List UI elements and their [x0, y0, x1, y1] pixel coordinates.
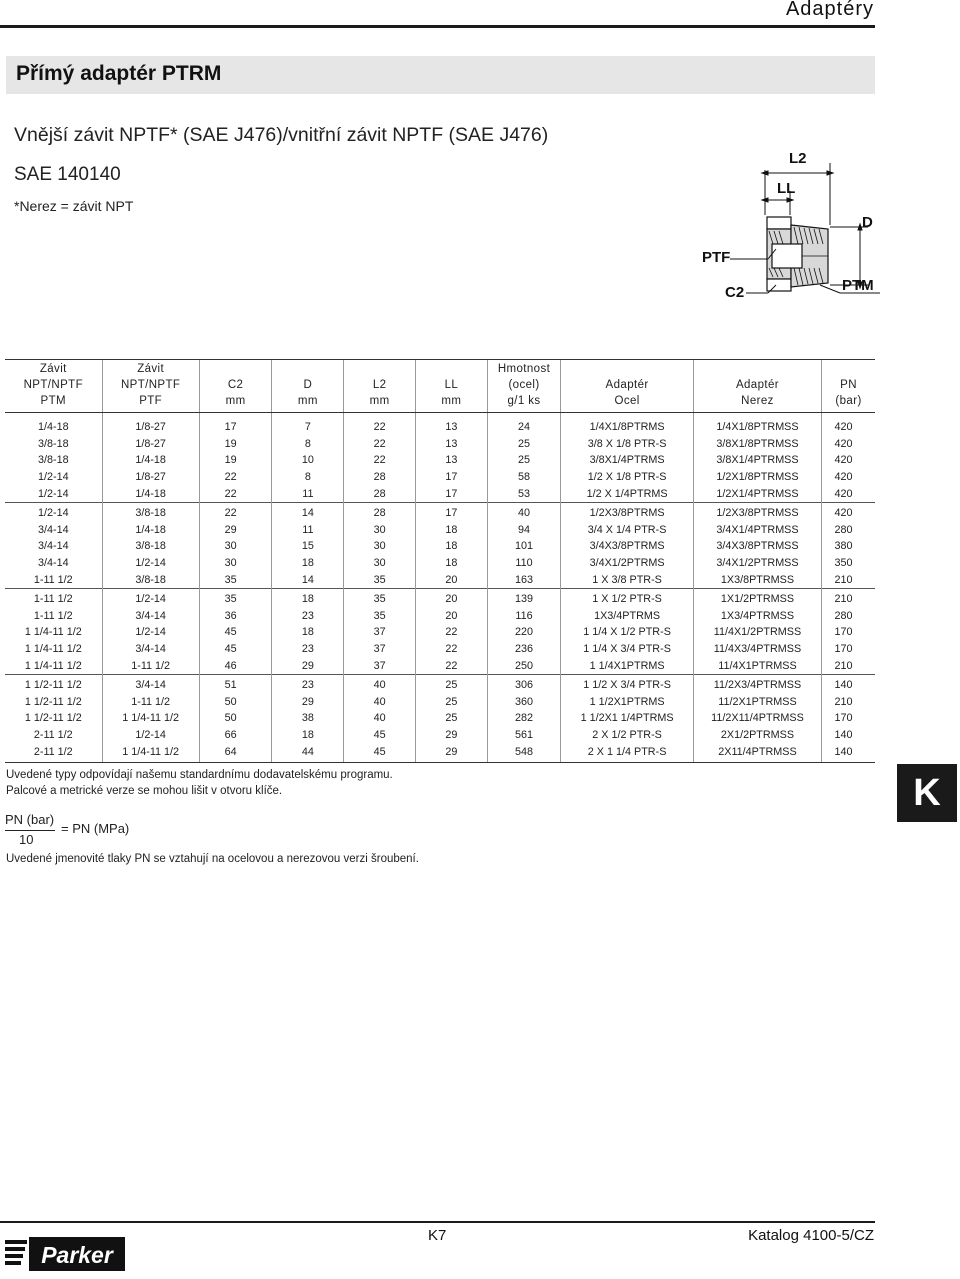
cell-c2: 35 [199, 588, 272, 607]
cell-weight: 53 [487, 485, 561, 502]
table-row [5, 555, 875, 572]
cell-ptf-thread: 1/4-18 [102, 485, 199, 502]
cell-d: 18 [272, 727, 344, 744]
formula-numerator: PN (bar) [5, 812, 55, 827]
cell-ptm-thread: 3/4-14 [37, 540, 69, 553]
table-row [5, 588, 875, 607]
header-weight [487, 360, 561, 413]
cell-ptf-thread: 3/8-18 [102, 538, 199, 555]
cell-ptf-thread: 3/8-18 [102, 502, 199, 521]
cell-d: 18 [272, 588, 344, 607]
cell-d: 7 [272, 413, 344, 436]
cell-steel-part: 1/2X3/8PTRMS [561, 502, 694, 521]
cell-c2: 22 [199, 469, 272, 486]
cell-weight: 236 [487, 641, 561, 658]
material-note: *Nerez = závit NPT [14, 198, 134, 214]
cell-pn: 210 [822, 588, 875, 607]
cell-steel-part: 1/2 X 1/4PTRMS [561, 485, 694, 502]
table-row [5, 413, 875, 436]
cell-stainless-part: 3/8X1/8PTRMSS [693, 436, 821, 453]
cell-ll: 13 [416, 452, 488, 469]
cell-pn: 420 [822, 485, 875, 502]
cell-stainless-part: 1/2X1/8PTRMSS [693, 469, 821, 486]
formula-bar [5, 830, 55, 831]
header-line: g/1 ks [507, 395, 541, 407]
cell-ptm-thread: 1 1/4-11 1/2 [24, 643, 82, 656]
cell-ptm-thread: 2-11 1/2 [33, 728, 73, 741]
cell-ll: 20 [416, 588, 488, 607]
cell-c2: 46 [199, 657, 272, 674]
cell-ptf-thread: 1/8-27 [102, 436, 199, 453]
cell-c2: 17 [199, 413, 272, 436]
cell-d: 29 [272, 694, 344, 711]
cell-weight: 116 [487, 608, 561, 625]
cell-stainless-part: 1X1/2PTRMSS [693, 588, 821, 607]
cell-steel-part: 1 X 1/2 PTR-S [561, 588, 694, 607]
cell-ptf-thread: 1/8-27 [102, 469, 199, 486]
cell-pn: 420 [822, 436, 875, 453]
cell-c2: 66 [199, 727, 272, 744]
header-line: Ocel [614, 395, 640, 407]
cell-ll: 13 [416, 413, 488, 436]
table-row [5, 538, 875, 555]
cell-l2: 45 [344, 743, 416, 762]
cell-ptf-thread: 1/2-14 [102, 555, 199, 572]
header-c2 [199, 360, 272, 413]
cell-ptm-thread: 3/8-18 [37, 437, 69, 450]
cell-steel-part: 3/4X1/2PTRMS [561, 555, 694, 572]
cell-ptm-thread: 1/2-14 [5, 502, 102, 521]
header-line: D [303, 379, 313, 391]
cell-stainless-part: 11/4X1/2PTRMSS [693, 624, 821, 641]
header-line: Hmotnost [497, 363, 551, 375]
cell-ptm-thread: 1 1/2-11 1/2 [24, 712, 82, 725]
cell-l2: 37 [344, 641, 416, 658]
cell-stainless-part: 11/2X1PTRMSS [693, 694, 821, 711]
cell-steel-part: 1 1/4X1PTRMS [561, 657, 694, 674]
cell-stainless-part: 1/4X1/8PTRMSS [693, 413, 821, 436]
header-line: (bar) [835, 395, 862, 407]
cell-steel-part: 1 1/4 X 3/4 PTR-S [561, 641, 694, 658]
cell-l2: 22 [344, 436, 416, 453]
cell-stainless-part: 1/2X3/8PTRMSS [693, 502, 821, 521]
cell-steel-part: 1 1/2X1PTRMS [561, 694, 694, 711]
cell-ptf-thread: 1/2-14 [102, 588, 199, 607]
cell-ll: 25 [416, 674, 488, 693]
cell-ll: 18 [416, 538, 488, 555]
header-line [561, 361, 693, 377]
cell-pn: 420 [822, 413, 875, 436]
cell-weight: 250 [487, 657, 561, 674]
header-l2 [344, 360, 416, 413]
cell-l2: 22 [344, 413, 416, 436]
table-row [5, 674, 875, 693]
cell-steel-part: 1 1/2X1 1/4PTRMS [561, 710, 694, 727]
table-row [5, 608, 875, 625]
logo-wordmark: Parker [41, 1242, 113, 1268]
cell-l2: 35 [344, 571, 416, 588]
header-rule [0, 25, 875, 28]
cell-pn: 280 [822, 522, 875, 539]
cell-ll: 17 [416, 485, 488, 502]
header-line: mm [225, 395, 246, 407]
cell-ptm-thread: 1 1/4-11 1/2 [24, 626, 82, 639]
cell-l2: 37 [344, 624, 416, 641]
cell-c2: 36 [199, 608, 272, 625]
table-row [5, 502, 875, 521]
cell-ll: 20 [416, 571, 488, 588]
cell-l2: 28 [344, 469, 416, 486]
cell-weight: 360 [487, 694, 561, 711]
cell-ll: 17 [416, 502, 488, 521]
cell-steel-part: 1 1/4 X 1/2 PTR-S [561, 624, 694, 641]
header-ptm-thread [5, 360, 102, 413]
table-row [5, 641, 875, 658]
cell-pn: 420 [822, 502, 875, 521]
cell-c2: 45 [199, 624, 272, 641]
cell-d: 14 [272, 571, 344, 588]
cell-steel-part: 1 1/2 X 3/4 PTR-S [561, 674, 694, 693]
cell-c2: 64 [199, 743, 272, 762]
spec-table [5, 359, 875, 763]
cell-d: 10 [272, 452, 344, 469]
cell-l2: 30 [344, 555, 416, 572]
cell-ptm-thread: 1-11 1/2 [5, 588, 102, 607]
table-row [5, 452, 875, 469]
cell-c2: 30 [199, 555, 272, 572]
cell-ptf-thread: 1/4-18 [102, 522, 199, 539]
cell-d: 8 [272, 436, 344, 453]
label-ptm: PTM [842, 277, 874, 294]
cell-stainless-part: 3/4X3/8PTRMSS [693, 538, 821, 555]
header-line: NPT/NPTF [23, 379, 83, 391]
cell-c2: 29 [199, 522, 272, 539]
cell-ll: 29 [416, 727, 488, 744]
cell-d: 18 [272, 624, 344, 641]
cell-stainless-part: 1X3/8PTRMSS [693, 571, 821, 588]
cell-pn: 140 [822, 674, 875, 693]
cell-ll: 18 [416, 522, 488, 539]
cell-weight: 58 [487, 469, 561, 486]
cell-weight: 163 [487, 571, 561, 588]
cell-stainless-part: 11/4X3/4PTRMSS [693, 641, 821, 658]
cell-ptm-thread: 1/2-14 [37, 471, 69, 484]
header-line [694, 361, 821, 377]
cell-pn: 420 [822, 452, 875, 469]
header-steel-part [561, 360, 694, 413]
cell-l2: 30 [344, 538, 416, 555]
table-row [5, 485, 875, 502]
page-number: K7 [428, 1227, 447, 1244]
cell-ptf-thread: 1/4-18 [102, 452, 199, 469]
cell-d: 14 [272, 502, 344, 521]
cell-ll: 13 [416, 436, 488, 453]
header-line: Adaptér [735, 379, 780, 391]
table-row [5, 624, 875, 641]
header-line: mm [441, 395, 462, 407]
cell-l2: 45 [344, 727, 416, 744]
header-line: Nerez [741, 395, 774, 407]
cell-pn: 420 [822, 469, 875, 486]
cell-steel-part: 1X3/4PTRMS [561, 608, 694, 625]
cell-ptm-thread: 1 1/2-11 1/2 [5, 674, 102, 693]
cell-l2: 37 [344, 657, 416, 674]
header-ll [416, 360, 488, 413]
cell-d: 15 [272, 538, 344, 555]
cell-weight: 561 [487, 727, 561, 744]
cell-c2: 45 [199, 641, 272, 658]
adapter-diagram [690, 145, 880, 310]
cell-c2: 22 [199, 485, 272, 502]
header-ptf-thread [102, 360, 199, 413]
header-stainless-part [693, 360, 821, 413]
cell-stainless-part: 2X11/4PTRMSS [693, 743, 821, 762]
footnote-wrench: Palcové a metrické verze se mohou lišit v otvoru klíče. [6, 785, 283, 797]
cell-stainless-part: 2X1/2PTRMSS [693, 727, 821, 744]
cell-c2: 19 [199, 436, 272, 453]
label-d: D [862, 214, 873, 231]
header-pn [822, 360, 875, 413]
cell-d: 38 [272, 710, 344, 727]
header-line: C2 [227, 379, 244, 391]
cell-c2: 50 [199, 710, 272, 727]
cell-c2: 30 [199, 538, 272, 555]
cell-l2: 35 [344, 588, 416, 607]
table-row [5, 522, 875, 539]
section-title: Přímý adaptér PTRM [16, 62, 222, 85]
cell-pn: 350 [822, 555, 875, 572]
cell-l2: 28 [344, 502, 416, 521]
header-line [416, 361, 487, 377]
cell-ll: 17 [416, 469, 488, 486]
cell-ptm-thread: 3/8-18 [37, 454, 69, 467]
cell-ptm-thread: 1-11 1/2 [33, 609, 73, 622]
cell-steel-part: 3/4 X 1/4 PTR-S [561, 522, 694, 539]
cell-steel-part: 1/4X1/8PTRMS [561, 413, 694, 436]
cell-l2: 40 [344, 674, 416, 693]
cell-ptm-thread: 3/4-14 [37, 523, 69, 536]
header-line: L2 [372, 379, 387, 391]
cell-ptf-thread: 1 1/4-11 1/2 [102, 743, 199, 762]
cell-d: 11 [272, 485, 344, 502]
cell-l2: 35 [344, 608, 416, 625]
label-ll: LL [777, 180, 796, 197]
cell-ll: 25 [416, 710, 488, 727]
cell-ptm-thread: 3/4-14 [37, 557, 69, 570]
cell-d: 11 [272, 522, 344, 539]
cell-pn: 170 [822, 624, 875, 641]
header-line [344, 361, 415, 377]
cell-ll: 22 [416, 641, 488, 658]
label-l2: L2 [789, 150, 807, 167]
cell-steel-part: 1/2 X 1/8 PTR-S [561, 469, 694, 486]
cell-ll: 22 [416, 657, 488, 674]
label-c2: C2 [725, 284, 745, 301]
cell-stainless-part: 11/2X11/4PTRMSS [693, 710, 821, 727]
cell-ptf-thread: 1/2-14 [102, 727, 199, 744]
header-line [200, 361, 272, 377]
cell-pn: 380 [822, 538, 875, 555]
cell-d: 29 [272, 657, 344, 674]
cell-weight: 282 [487, 710, 561, 727]
cell-stainless-part: 1X3/4PTRMSS [693, 608, 821, 625]
header-line [822, 361, 875, 377]
cell-ll: 29 [416, 743, 488, 762]
cell-stainless-part: 11/2X3/4PTRMSS [693, 674, 821, 693]
header-line: mm [297, 395, 318, 407]
cell-weight: 25 [487, 436, 561, 453]
cell-c2: 19 [199, 452, 272, 469]
cell-stainless-part: 3/4X1/4PTRMSS [693, 522, 821, 539]
cell-pn: 210 [822, 694, 875, 711]
cell-pn: 140 [822, 727, 875, 744]
header-line: PN [840, 379, 857, 391]
cell-steel-part: 3/8 X 1/8 PTR-S [561, 436, 694, 453]
cell-ll: 25 [416, 694, 488, 711]
cell-ptf-thread: 3/4-14 [102, 641, 199, 658]
cell-ptm-thread: 1/2-14 [37, 487, 69, 500]
label-ptf: PTF [702, 249, 731, 266]
sae-number: SAE 140140 [14, 164, 121, 185]
cell-steel-part: 2 X 1/2 PTR-S [561, 727, 694, 744]
formula-result: = PN (MPa) [61, 821, 130, 836]
cell-c2: 50 [199, 694, 272, 711]
header-line: Závit [137, 363, 165, 375]
cell-weight: 24 [487, 413, 561, 436]
table-row [5, 743, 875, 762]
cell-l2: 40 [344, 710, 416, 727]
cell-pn: 280 [822, 608, 875, 625]
cell-d: 23 [272, 641, 344, 658]
header-line: NPT/NPTF [120, 379, 181, 391]
cell-weight: 25 [487, 452, 561, 469]
cell-ll: 18 [416, 555, 488, 572]
cell-d: 8 [272, 469, 344, 486]
cell-steel-part: 2 X 1 1/4 PTR-S [561, 743, 694, 762]
header-line: PTM [40, 395, 67, 407]
table-row [5, 694, 875, 711]
cell-ll: 20 [416, 608, 488, 625]
cell-pn: 210 [822, 657, 875, 674]
formula-denominator: 10 [19, 832, 34, 847]
section-tab-k: K [897, 764, 957, 822]
footnote-pressure: Uvedené jmenovité tlaky PN se vztahují na ocelovou a nerezovou verzi šroubení. [6, 853, 419, 865]
cell-l2: 40 [344, 694, 416, 711]
cell-ptf-thread: 3/8-18 [102, 571, 199, 588]
cell-ll: 22 [416, 624, 488, 641]
header-line: (ocel) [508, 379, 540, 391]
cell-d: 23 [272, 674, 344, 693]
cell-ptm-thread: 1-11 1/2 [33, 573, 73, 586]
header-d [272, 360, 344, 413]
cell-d: 44 [272, 743, 344, 762]
cell-weight: 110 [487, 555, 561, 572]
cell-ptf-thread: 1/2-14 [102, 624, 199, 641]
table-row [5, 727, 875, 744]
table-header-row [5, 360, 875, 413]
cell-weight: 40 [487, 502, 561, 521]
cell-ptf-thread: 3/4-14 [102, 608, 199, 625]
cell-steel-part: 1 X 3/8 PTR-S [561, 571, 694, 588]
cell-weight: 548 [487, 743, 561, 762]
page-header-title: Adaptéry [785, 0, 874, 20]
cell-pn: 170 [822, 710, 875, 727]
cell-steel-part: 3/8X1/4PTRMS [561, 452, 694, 469]
cell-pn: 140 [822, 743, 875, 762]
cell-pn: 210 [822, 571, 875, 588]
cell-c2: 51 [199, 674, 272, 693]
cell-stainless-part: 1/2X1/4PTRMSS [693, 485, 821, 502]
cell-stainless-part: 3/8X1/4PTRMSS [693, 452, 821, 469]
cell-weight: 94 [487, 522, 561, 539]
cell-pn: 170 [822, 641, 875, 658]
cell-ptm-thread: 2-11 1/2 [5, 743, 102, 762]
cell-ptf-thread: 1-11 1/2 [102, 694, 199, 711]
cell-c2: 35 [199, 571, 272, 588]
footnote-program: Uvedené typy odpovídají našemu standardnímu dodavatelskému programu. [6, 769, 393, 781]
header-line: Adaptér [605, 379, 649, 391]
cell-ptf-thread: 1-11 1/2 [102, 657, 199, 674]
cell-ptm-thread: 1/4-18 [37, 421, 69, 434]
header-line [272, 361, 343, 377]
cell-stainless-part: 11/4X1PTRMSS [693, 657, 821, 674]
cell-l2: 30 [344, 522, 416, 539]
header-line: PTF [139, 395, 163, 407]
table-body [5, 413, 875, 763]
cell-ptf-thread: 1/8-27 [102, 413, 199, 436]
table-row [5, 710, 875, 727]
cell-weight: 139 [487, 588, 561, 607]
cell-l2: 22 [344, 452, 416, 469]
header-line: Závit [39, 363, 67, 375]
subtitle: Vnější závit NPTF* (SAE J476)/vnitřní závit NPTF (SAE J476) [14, 124, 549, 146]
cell-weight: 220 [487, 624, 561, 641]
cell-weight: 101 [487, 538, 561, 555]
cell-ptm-thread: 1 1/4-11 1/2 [24, 659, 82, 672]
cell-ptf-thread: 3/4-14 [102, 674, 199, 693]
table-row [5, 657, 875, 674]
cell-l2: 28 [344, 485, 416, 502]
parker-logo [3, 1234, 127, 1274]
cell-ptm-thread: 1 1/2-11 1/2 [24, 695, 82, 708]
footer-rule [0, 1221, 875, 1223]
header-line: mm [369, 395, 390, 407]
table-row [5, 469, 875, 486]
header-line: LL [444, 379, 459, 391]
cell-ptf-thread: 1 1/4-11 1/2 [102, 710, 199, 727]
cell-d: 18 [272, 555, 344, 572]
table-row [5, 571, 875, 588]
cell-steel-part: 3/4X3/8PTRMS [561, 538, 694, 555]
cell-weight: 306 [487, 674, 561, 693]
cell-d: 23 [272, 608, 344, 625]
cell-c2: 22 [199, 502, 272, 521]
table-row [5, 436, 875, 453]
catalog-number: Katalog 4100-5/CZ [748, 1227, 874, 1244]
cell-stainless-part: 3/4X1/2PTRMSS [693, 555, 821, 572]
